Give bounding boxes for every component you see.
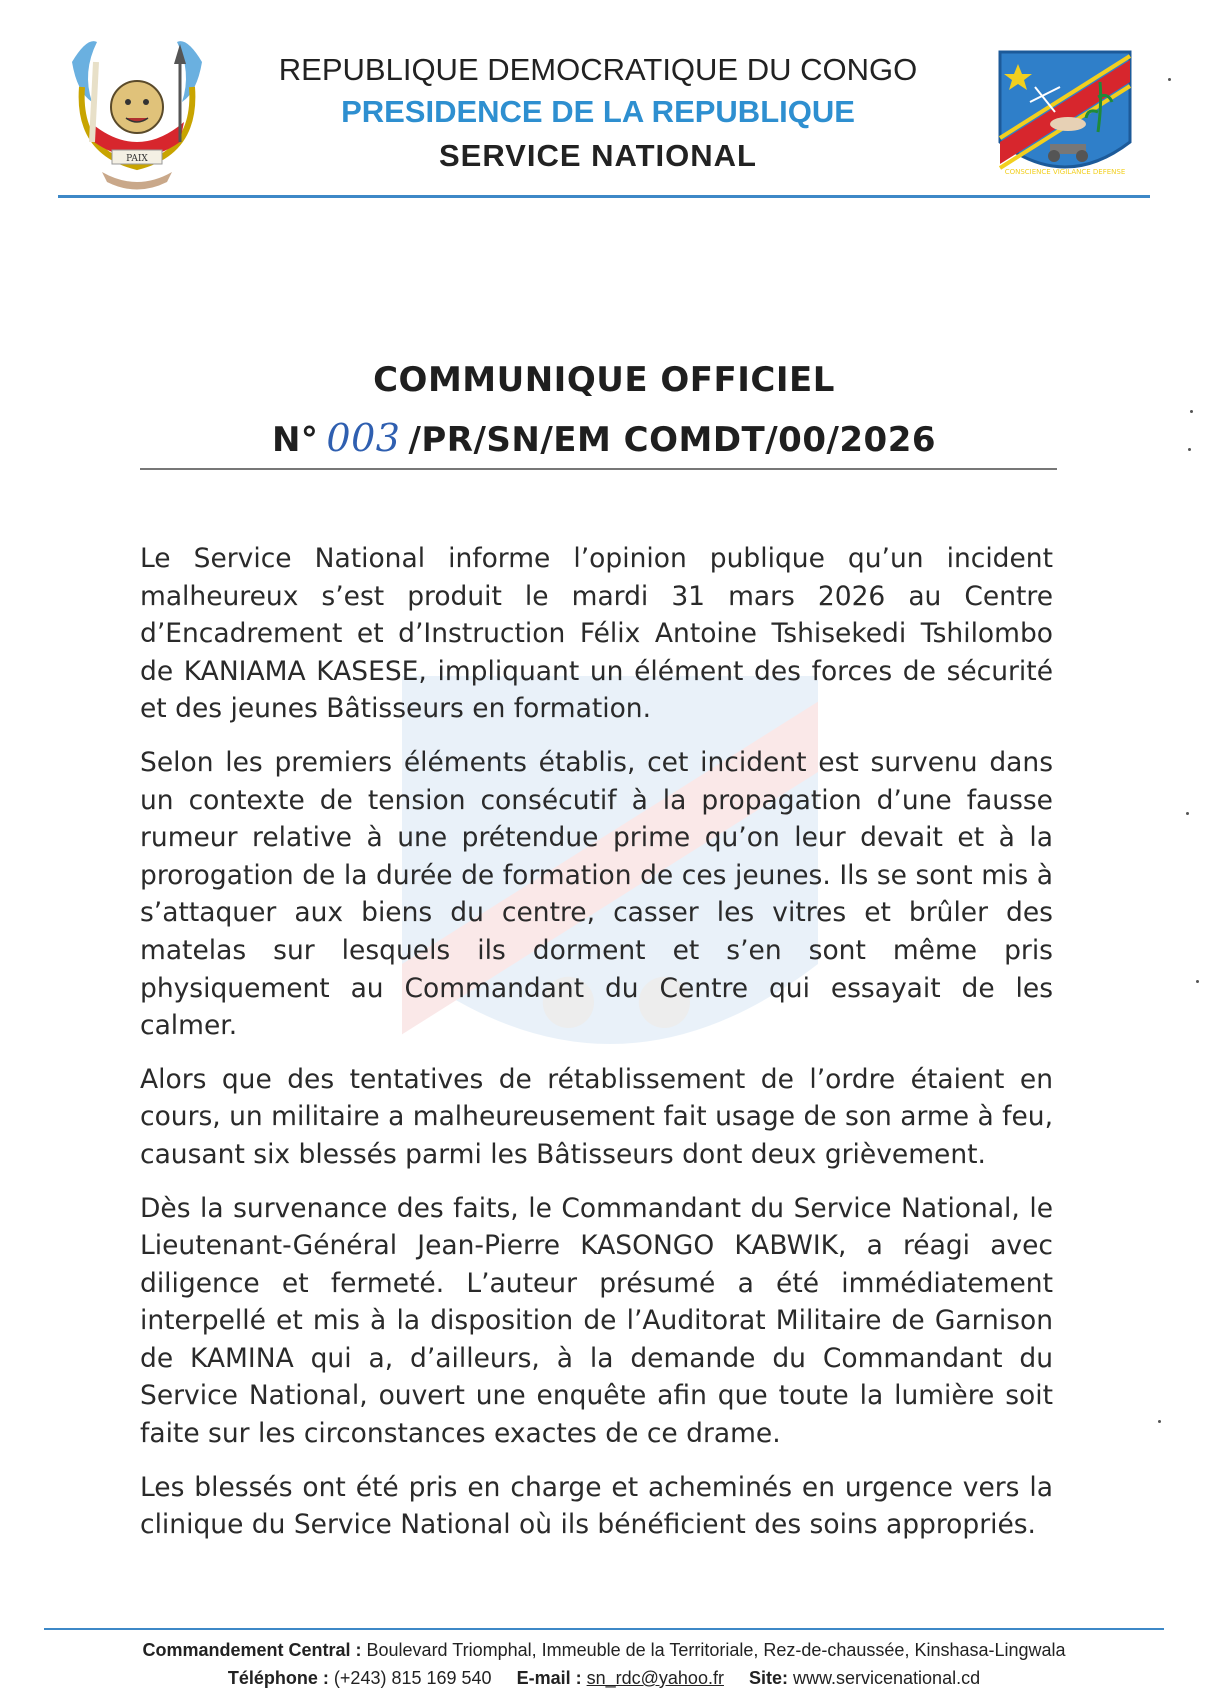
address-value: Boulevard Triomphal, Immeuble de la Territoriale, Rez-de-chaussée, Kinshasa-Lingwala xyxy=(366,1640,1066,1660)
ref-suffix: /PR/SN/EM COMDT/00/2026 xyxy=(408,420,937,460)
email-link[interactable]: sn_rdc@yahoo.fr xyxy=(586,1668,724,1688)
coat-of-arms-icon xyxy=(62,32,212,192)
scan-speck xyxy=(1190,410,1193,413)
header-divider xyxy=(58,195,1150,198)
phone-value: (+243) 815 169 540 xyxy=(333,1668,492,1688)
scan-speck xyxy=(1168,78,1171,81)
footer-contact-row xyxy=(0,1664,1208,1692)
svg-text:PAIX: PAIX xyxy=(126,154,148,164)
email-label: E-mail : xyxy=(516,1668,582,1688)
scan-speck xyxy=(1188,448,1191,451)
service-national-emblem-icon xyxy=(990,42,1140,192)
paragraph-1: Le Service National informe l’opinion publique qu’un incident malheureux s’est produit le mardi 31 mars 2026 au Centre d’Encadrement et d’Instruction Félix Antoine Tshisekedi Tshilombo de KANIAMA KASESE, impliquant un élément des forces de sécurité et des jeunes Bâtisseurs en formation. xyxy=(140,543,1053,725)
communique-body xyxy=(140,540,1053,1560)
paragraph-3: Alors que des tentatives de rétablissement de l’ordre étaient en cours, un militaire a malheureusement fait usage de son arme à feu, causant six blessés parmi les Bâtisseurs dont deux grièvement. xyxy=(140,1063,1053,1170)
site-link[interactable]: www.servicenational.cd xyxy=(793,1668,981,1688)
service-name: SERVICE NATIONAL xyxy=(439,138,757,173)
footer-divider xyxy=(44,1628,1164,1630)
communique-title xyxy=(0,360,1208,460)
scan-speck xyxy=(1186,812,1189,815)
ref-handwritten-number: 003 xyxy=(326,416,401,460)
ref-prefix: N° xyxy=(271,420,319,460)
paragraph-5: Les blessés ont été pris en charge et acheminés en urgence vers la clinique du Service National où ils bénéficient des soins appropriés. xyxy=(140,1471,1053,1541)
phone-label: Téléphone : xyxy=(227,1668,329,1688)
letterhead xyxy=(58,30,1150,200)
footer-address-row xyxy=(0,1636,1208,1664)
scan-speck xyxy=(1158,1420,1161,1423)
paragraph-2: Selon les premiers éléments établis, cet incident est survenu dans un contexte de tension consécutif à la propagation d’une fausse rumeur relative à une prétendue prime qu’on leur devait et à la prorogation de la durée de formation de ces jeunes. Ils se sont mis à s’attaquer aux biens du centre, casser les vitres et brûler des matelas sur lesquels ils dorment et s’en sont même pris physiquement au Commandant du Centre qui essayait de les calmer. xyxy=(140,746,1053,1042)
scan-speck xyxy=(1196,980,1199,983)
title-divider xyxy=(140,468,1057,470)
presidency-name: PRESIDENCE DE LA REPUBLIQUE xyxy=(341,94,855,129)
address-label: Commandement Central : xyxy=(142,1640,362,1660)
site-label: Site: xyxy=(748,1668,788,1688)
paragraph-4: Dès la survenance des faits, le Commandant du Service National, le Lieutenant-Général Jean-Pierre KASONGO KABWIK, a réagi avec diligence et fermeté. L’auteur présumé a été immédiatement interpellé et mis à la disposition de l’Auditorat Militaire de Garnison de KAMINA qui a, d’ailleurs, à la demande du Commandant du Service National, ouvert une enquête afin que toute la lumière soit faite sur les circonstances exactes de ce drame. xyxy=(140,1192,1053,1450)
letterhead-text xyxy=(218,52,978,174)
reference-number xyxy=(0,416,1208,460)
footer xyxy=(0,1636,1208,1692)
title-heading: COMMUNIQUE OFFICIEL xyxy=(373,360,835,400)
country-name: REPUBLIQUE DEMOCRATIQUE DU CONGO xyxy=(278,52,918,87)
svg-text:CONSCIENCE VIGILANCE DEFENSE: CONSCIENCE VIGILANCE DEFENSE xyxy=(1004,168,1126,176)
